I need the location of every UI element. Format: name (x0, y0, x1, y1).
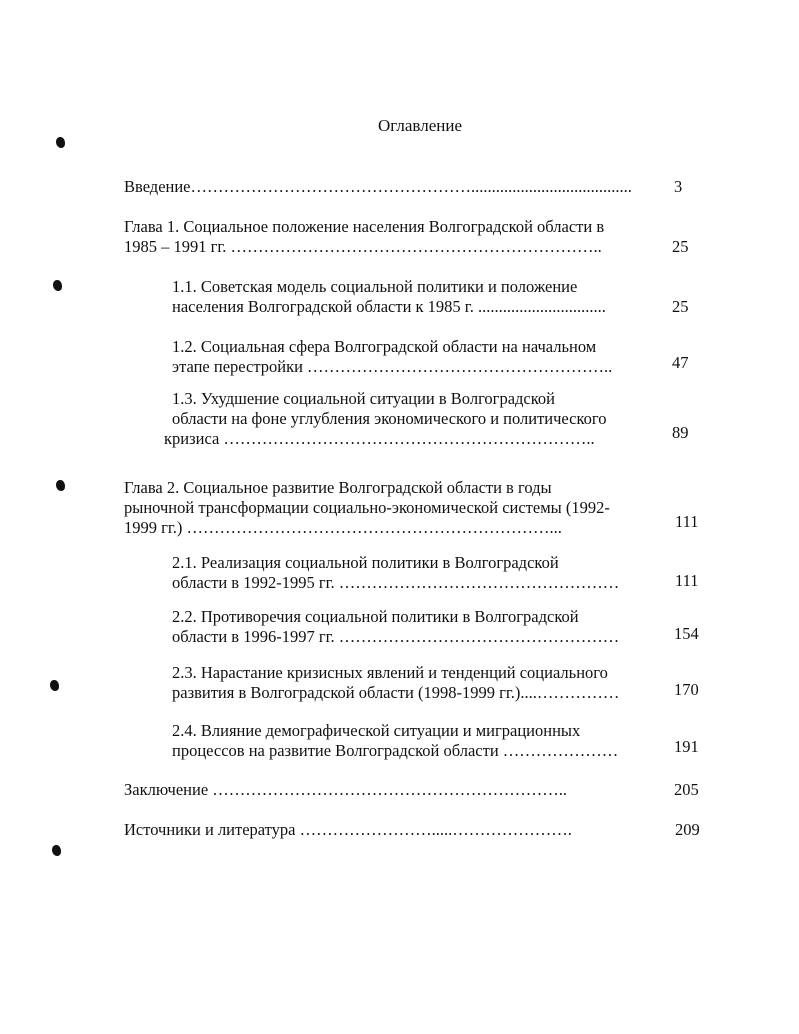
toc-entry-section-1-2 (172, 337, 689, 377)
toc-page-number: 3 (674, 177, 683, 196)
toc-entry-chapter-1 (124, 217, 689, 257)
toc-entry-line: населения Волгоградской области к 1985 г. ............................... (172, 297, 606, 316)
punch-hole-mark (56, 480, 65, 491)
toc-entry-section-2-3 (172, 663, 699, 703)
toc-entry-line: области на фоне углубления экономического и политического (172, 409, 607, 428)
toc-page-number: 25 (672, 297, 689, 316)
punch-hole-mark (53, 280, 62, 291)
toc-entry-line: кризиса ………………………………………………………….. (164, 429, 595, 448)
toc-entry-line: 1.2. Социальная сфера Волгоградской области на начальном (172, 337, 597, 356)
punch-hole-mark (52, 845, 61, 856)
toc-entry-line: Глава 1. Социальное положение населения Волгоградской области в (124, 217, 605, 236)
toc-entry-line: области в 1992-1995 гг. …………………………………………… (172, 573, 620, 592)
toc-entry-section-1-1 (172, 277, 689, 317)
toc-entry-line: рыночной трансформации социально-экономической системы (1992- (124, 498, 610, 517)
toc-page-number: 154 (674, 624, 699, 643)
toc-page-number: 191 (674, 737, 699, 756)
toc-entry-section-2-4 (172, 721, 699, 761)
toc-entry-line: 2.3. Нарастание кризисных явлений и тенденций социального (172, 663, 608, 682)
toc-entry-line: области в 1996-1997 гг. …………………………………………… (172, 627, 620, 646)
toc-entry-line: Глава 2. Социальное развитие Волгоградской области в годы (124, 478, 552, 497)
toc-entry-line: 1.3. Ухудшение социальной ситуации в Волгоградской (172, 389, 555, 408)
toc-entry-sources (124, 820, 700, 840)
toc-page-number: 47 (672, 353, 689, 372)
toc-page-number: 170 (674, 680, 699, 699)
toc-entry-section-2-2 (172, 607, 699, 647)
toc-page-number: 209 (675, 820, 700, 839)
toc-entry-line: развития в Волгоградской области (1998-1999 гг.)....…………… (172, 683, 620, 702)
toc-entry-line: 1999 гг.) …………………………………………………………... (124, 518, 562, 537)
toc-entry-line: Источники и литература …………………….....…………………. (124, 820, 572, 839)
toc-page-number: 111 (675, 571, 699, 590)
toc-entry-line: Введение……………………………………………....................................... (124, 177, 632, 196)
toc-page-number: 205 (674, 780, 699, 799)
toc-entry-line: процессов на развитие Волгоградской области ………………… (172, 741, 619, 760)
toc-entry-section-1-3 (164, 389, 689, 449)
punch-hole-mark (56, 137, 65, 148)
toc-entry-line: 2.4. Влияние демографической ситуации и миграционных (172, 721, 581, 740)
toc-entry-line: этапе перестройки ……………………………………………….. (172, 357, 613, 376)
toc-entry-line: Заключение ……………………………………………………….. (124, 780, 568, 799)
toc-entry-line: 1.1. Советская модель социальной политики и положение (172, 277, 578, 296)
toc-entry-section-2-1 (172, 553, 699, 593)
toc-entry-line: 2.2. Противоречия социальной политики в Волгоградской (172, 607, 579, 626)
toc-entry-chapter-2 (124, 478, 699, 538)
toc-entry-line: 2.1. Реализация социальной политики в Волгоградской (172, 553, 559, 572)
page-title: Оглавление (378, 116, 462, 135)
toc-page-number: 111 (675, 512, 699, 531)
toc-entry-conclusion (124, 780, 699, 800)
toc-page-number: 25 (672, 237, 689, 256)
toc-entry-line: 1985 – 1991 гг. ………………………………………………………….. (124, 237, 602, 256)
punch-hole-mark (50, 680, 59, 691)
toc-page-number: 89 (672, 423, 689, 442)
toc-entry-introduction (124, 177, 683, 197)
